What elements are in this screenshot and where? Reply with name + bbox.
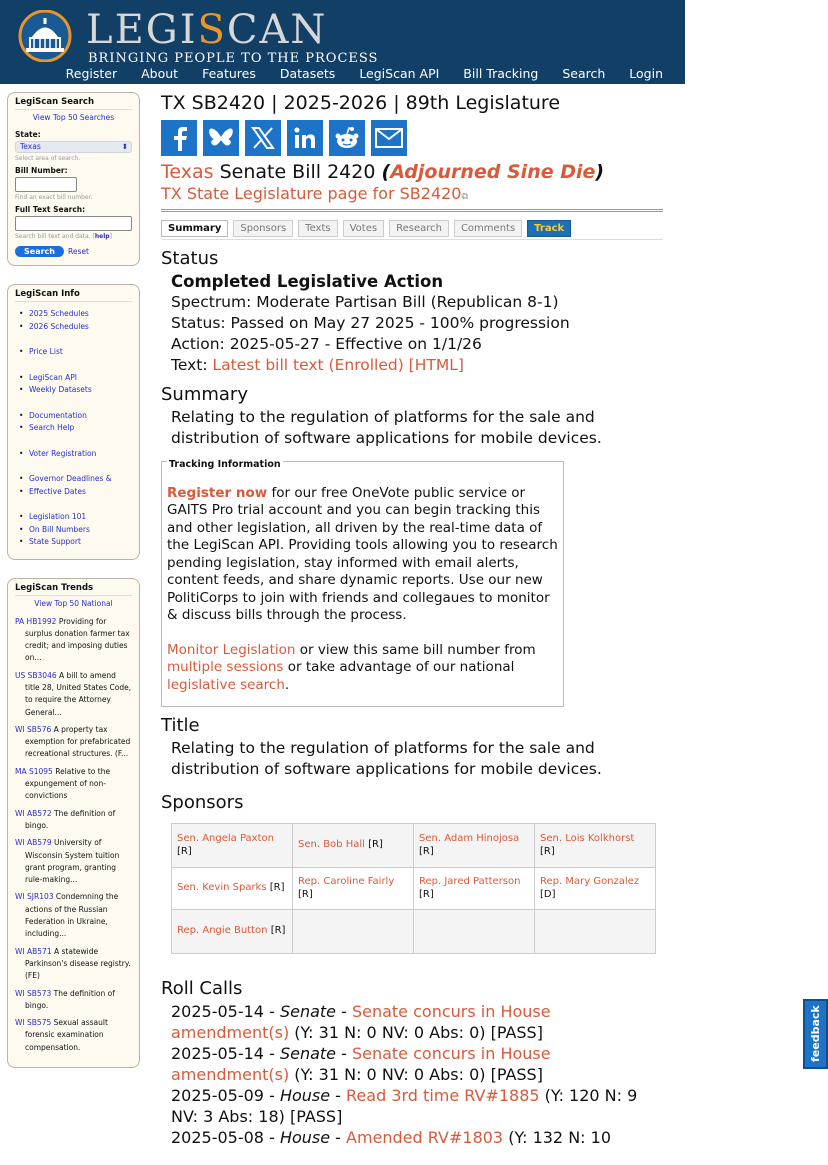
info-link[interactable]: • Search Help bbox=[15, 422, 132, 435]
trends-box-title: LegiScan Trends bbox=[15, 583, 132, 596]
multiple-sessions-link[interactable]: multiple sessions bbox=[167, 659, 284, 675]
sponsor-row bbox=[172, 868, 656, 910]
top-nav bbox=[54, 64, 675, 83]
sponsor-row bbox=[172, 910, 656, 954]
info-link[interactable]: • 2025 Schedules bbox=[15, 308, 132, 321]
trend-item bbox=[15, 724, 132, 761]
page-title: TX SB2420 | 2025-2026 | 89th Legislature bbox=[161, 92, 561, 114]
rollcall-chamber: House bbox=[279, 1086, 331, 1105]
monitor-legislation-link[interactable]: Monitor Legislation bbox=[167, 641, 296, 658]
fulltext-hint: Search bill text and data. [help] bbox=[15, 233, 112, 240]
sponsor-cell bbox=[414, 868, 535, 910]
sponsor-party: [D] bbox=[540, 888, 556, 900]
bill-number-input[interactable] bbox=[15, 177, 77, 192]
sponsor-party: [R] bbox=[298, 888, 313, 900]
status-text: Status: Passed on May 27 2025 - 100% progression bbox=[171, 314, 570, 332]
info-link[interactable]: • Legislation 101 bbox=[15, 511, 132, 524]
sponsor-cell bbox=[293, 824, 414, 868]
rollcall-item bbox=[171, 1001, 651, 1043]
search-box-title: LegiScan Search bbox=[15, 97, 132, 110]
bill-status-link[interactable]: Adjourned Sine Die bbox=[390, 161, 596, 183]
tab-votes[interactable]: Votes bbox=[343, 220, 384, 237]
nav-login[interactable]: Login bbox=[629, 66, 663, 81]
site-header bbox=[0, 0, 685, 84]
trend-bill-link[interactable]: WI AB571 bbox=[15, 946, 52, 956]
trend-bill-link[interactable]: PA HB1992 bbox=[15, 616, 57, 626]
linkedin-icon[interactable] bbox=[287, 120, 323, 156]
trend-bill-link[interactable]: WI SB575 bbox=[15, 1018, 52, 1028]
legiscan-logo[interactable] bbox=[14, 6, 379, 66]
rollcall-chamber: Senate bbox=[279, 1002, 336, 1021]
tab-summary[interactable]: Summary bbox=[161, 220, 228, 237]
trend-bill-link[interactable]: WI SJR103 bbox=[15, 892, 54, 902]
social-share-bar bbox=[161, 120, 671, 156]
tracking-info-box bbox=[161, 461, 564, 707]
sponsors-table bbox=[171, 823, 656, 954]
sponsor-name-link[interactable]: Sen. Angela Paxton bbox=[177, 833, 274, 844]
sponsor-cell bbox=[535, 910, 656, 954]
rollcall-date: 2025-05-14 - bbox=[171, 1044, 280, 1063]
bluesky-icon[interactable] bbox=[203, 120, 239, 156]
trends-box bbox=[7, 578, 140, 1069]
trend-bill-link[interactable]: MA S1095 bbox=[15, 766, 53, 776]
trend-item bbox=[15, 837, 132, 886]
nav-bill-tracking[interactable]: Bill Tracking bbox=[463, 66, 539, 81]
sponsor-cell bbox=[535, 824, 656, 868]
rollcall-result: (Y: 120 N: 9 NV: 3 Abs: 18) [PASS] bbox=[171, 1086, 638, 1126]
sponsor-cell bbox=[172, 868, 293, 910]
nav-search[interactable]: Search bbox=[562, 66, 606, 81]
rollcall-action-link[interactable]: Read 3rd time RV#1885 bbox=[346, 1086, 540, 1105]
state-hint: Select area of search. bbox=[15, 155, 81, 162]
sidebar bbox=[7, 92, 140, 1086]
sponsor-name-link[interactable]: Sen. Kevin Sparks bbox=[177, 882, 267, 894]
rollcall-action-link[interactable]: Senate concurs in House amendment(s) bbox=[171, 1002, 551, 1042]
bill-tabs bbox=[161, 220, 663, 240]
sponsor-cell bbox=[535, 868, 656, 910]
trends-list bbox=[15, 616, 132, 1055]
status-section bbox=[161, 271, 671, 376]
nav-legiscan-api[interactable]: LegiScan API bbox=[359, 66, 440, 81]
info-link[interactable]: • Effective Dates bbox=[15, 486, 132, 499]
trend-item bbox=[15, 808, 132, 833]
tab-research[interactable]: Research bbox=[389, 220, 449, 237]
bill-number-label: Bill Number: bbox=[15, 166, 68, 175]
rollcall-sep: - bbox=[330, 1086, 347, 1105]
sponsor-cell bbox=[293, 868, 414, 910]
info-link[interactable]: • State Support bbox=[15, 536, 132, 549]
state-legislature-link[interactable]: TX State Legislature page for SB2420⧉ bbox=[161, 184, 468, 203]
trend-description: University of Wisconsin System tuition grant program, granting rule-making... bbox=[25, 838, 120, 885]
sponsor-party: [R] bbox=[269, 882, 285, 894]
status-heading: Status bbox=[161, 248, 219, 269]
info-link[interactable]: • Weekly Datasets bbox=[15, 384, 132, 397]
summary-text: Relating to the regulation of platforms for the sale and distribution of software applications for mobile devices. bbox=[171, 408, 602, 447]
trend-description: A bill to amend title 28, United States Code, to require the Attorney General... bbox=[25, 670, 132, 717]
trend-item bbox=[15, 946, 132, 983]
trend-description: The definition of bingo. bbox=[25, 988, 115, 1010]
state-link[interactable]: Texas bbox=[161, 161, 214, 183]
rollcall-date: 2025-05-08 - bbox=[171, 1128, 280, 1147]
trend-bill-link[interactable]: WI SB573 bbox=[15, 988, 52, 998]
info-link[interactable]: • Voter Registration bbox=[15, 448, 132, 461]
trend-bill-link[interactable]: WI SB576 bbox=[15, 724, 52, 734]
info-link[interactable]: • 2026 Schedules bbox=[15, 321, 132, 334]
trend-item bbox=[15, 1017, 132, 1054]
rollcall-sep: - bbox=[336, 1044, 352, 1063]
rollcall-item bbox=[171, 1127, 651, 1148]
sponsor-row bbox=[172, 824, 656, 868]
sponsor-cell bbox=[414, 910, 535, 954]
top-searches-link[interactable]: View Top 50 Searches bbox=[32, 113, 115, 122]
reddit-icon[interactable] bbox=[329, 120, 365, 156]
tab-track[interactable]: Track bbox=[527, 220, 571, 237]
bill-number-hint: Find an exact bill number. bbox=[15, 194, 93, 201]
rollcalls-list bbox=[161, 1001, 651, 1148]
trend-bill-link[interactable]: US SB3046 bbox=[15, 670, 57, 680]
trend-item bbox=[15, 766, 132, 803]
info-link[interactable]: • Documentation bbox=[15, 410, 132, 423]
action-text: Action: 2025-05-27 - Effective on 1/1/26 bbox=[171, 335, 482, 353]
trend-bill-link[interactable]: WI AB579 bbox=[15, 838, 52, 848]
rollcall-sep: - bbox=[330, 1128, 347, 1147]
rollcall-item bbox=[171, 1085, 651, 1127]
x-icon[interactable] bbox=[245, 120, 281, 156]
rollcall-chamber: Senate bbox=[279, 1044, 336, 1063]
legislative-search-link[interactable]: legislative search bbox=[167, 676, 285, 693]
rollcall-chamber: House bbox=[279, 1128, 331, 1147]
sponsor-name-link[interactable]: Rep. Jared Patterson bbox=[419, 876, 521, 887]
reset-link[interactable]: Reset bbox=[67, 247, 89, 256]
sponsor-cell bbox=[293, 910, 414, 954]
tracking-legend: Tracking Information bbox=[169, 459, 281, 470]
trend-description: The definition of bingo. bbox=[25, 808, 116, 830]
completed-label: Completed Legislative Action bbox=[171, 272, 444, 291]
sponsor-party: [R] bbox=[540, 845, 555, 857]
facebook-icon[interactable] bbox=[161, 120, 197, 156]
trend-bill-link[interactable]: WI AB572 bbox=[15, 808, 52, 818]
tab-texts[interactable]: Texts bbox=[298, 220, 337, 237]
sponsor-party: [R] bbox=[419, 888, 434, 900]
state-label: State: bbox=[15, 130, 41, 139]
trend-item bbox=[15, 988, 132, 1013]
help-link[interactable]: help bbox=[94, 233, 110, 240]
fulltext-label: Full Text Search: bbox=[15, 205, 86, 214]
latest-text-link[interactable]: Latest bill text (Enrolled) [HTML] bbox=[212, 356, 464, 374]
trend-description: A property tax exemption for prefabricated recreational structures. (F... bbox=[25, 724, 131, 759]
search-box bbox=[7, 92, 140, 266]
sponsors-heading: Sponsors bbox=[161, 792, 244, 813]
info-link[interactable]: • Governor Deadlines & bbox=[15, 473, 132, 486]
tracking-paragraph: Register now for our free OneVote public service or GAITS Pro trial account and you can begin tracking this and other legislation, all driven by the real-time data of the LegiScan API. Providing tools allowing you to research pending legislation, stay informed with email alerts, content feeds, and share dynamic reports. Use our new PolitiCorps to join with friends and collegaues to monitor & discuss bills through the process. bbox=[167, 484, 558, 623]
sponsor-name-link[interactable]: Sen. Lois Kolkhorst bbox=[540, 833, 635, 844]
feedback-tab[interactable]: feedback bbox=[803, 999, 828, 1069]
info-link[interactable]: • Price List bbox=[15, 346, 132, 359]
sponsor-name-link[interactable]: Sen. Adam Hinojosa bbox=[419, 833, 520, 844]
rollcall-item bbox=[171, 1043, 651, 1085]
external-link-icon: ⧉ bbox=[461, 192, 468, 202]
tab-comments[interactable]: Comments bbox=[454, 220, 522, 237]
main-content bbox=[161, 90, 671, 1148]
register-now-link[interactable]: Register now bbox=[167, 484, 268, 501]
capitol-dome-icon bbox=[14, 10, 76, 62]
spectrum-text: Spectrum: Moderate Partisan Bill (Republican 8-1) bbox=[171, 293, 559, 311]
bill-heading: Texas Senate Bill 2420 (Adjourned Sine Die) bbox=[161, 161, 605, 183]
sponsor-party: [R] bbox=[419, 845, 434, 857]
trend-item bbox=[15, 670, 132, 719]
sponsor-name-link[interactable]: Rep. Caroline Fairly bbox=[298, 876, 395, 887]
rollcall-result: (Y: 132 N: 10 bbox=[503, 1128, 611, 1147]
email-icon[interactable] bbox=[371, 120, 407, 156]
nav-features[interactable]: Features bbox=[202, 66, 256, 81]
rollcall-result: (Y: 31 N: 0 NV: 0 Abs: 0) [PASS] bbox=[289, 1065, 543, 1084]
sponsor-party: [R] bbox=[270, 925, 286, 937]
sponsor-party: [R] bbox=[177, 845, 192, 857]
trend-description: Relative to the expungement of non-convictions bbox=[25, 766, 111, 801]
rollcall-result: (Y: 31 N: 0 NV: 0 Abs: 0) [PASS] bbox=[289, 1023, 543, 1042]
rollcall-date: 2025-05-14 - bbox=[171, 1002, 280, 1021]
info-link[interactable]: • On Bill Numbers bbox=[15, 524, 132, 537]
logo-tagline: BRINGING PEOPLE TO THE PROCESS bbox=[88, 51, 379, 66]
rollcall-action-link[interactable]: Senate concurs in House amendment(s) bbox=[171, 1044, 551, 1084]
trend-item bbox=[15, 616, 132, 665]
trend-item bbox=[15, 891, 132, 940]
text-line: Text: Latest bill text (Enrolled) [HTML] bbox=[171, 356, 464, 374]
trend-description: Condemning the actions of the Russian Federation in Ukraine, including... bbox=[25, 892, 119, 939]
title-text: Relating to the regulation of platforms for the sale and distribution of software applications for mobile devices. bbox=[171, 739, 602, 778]
nav-register[interactable]: Register bbox=[65, 66, 118, 81]
nav-about[interactable]: About bbox=[141, 66, 179, 81]
title-heading: Title bbox=[161, 715, 200, 736]
rollcall-date: 2025-05-09 - bbox=[171, 1086, 280, 1105]
tab-sponsors[interactable]: Sponsors bbox=[233, 220, 293, 237]
sponsor-name-link[interactable]: Rep. Mary Gonzalez bbox=[540, 876, 640, 887]
chevron-updown-icon: ⬍ bbox=[121, 142, 128, 151]
sponsor-cell bbox=[172, 824, 293, 868]
sponsor-cell bbox=[172, 910, 293, 954]
rollcalls-heading: Roll Calls bbox=[161, 978, 243, 999]
search-button[interactable]: Search bbox=[15, 246, 64, 257]
logo-wordmark: LEGISCAN bbox=[86, 7, 328, 53]
summary-heading: Summary bbox=[161, 384, 248, 405]
info-list bbox=[15, 308, 132, 549]
trend-description: Providing for surplus donation farmer tax credit; and imposing duties on... bbox=[25, 616, 130, 663]
rollcall-action-link[interactable]: Amended RV#1803 bbox=[346, 1128, 504, 1147]
tracking-paragraph-2: Monitor Legislation or view this same bill number from multiple sessions or take advantage of our national legislative search. bbox=[167, 641, 536, 693]
top-national-link[interactable]: View Top 50 National bbox=[34, 598, 113, 608]
info-box-title: LegiScan Info bbox=[15, 289, 132, 302]
state-select[interactable]: Texas ⬍ bbox=[15, 141, 132, 153]
info-box bbox=[7, 284, 140, 560]
trend-description: A statewide Parkinson's disease registry. (FE) bbox=[25, 946, 131, 981]
rollcall-sep: - bbox=[336, 1002, 352, 1021]
fulltext-input[interactable] bbox=[15, 216, 132, 231]
sponsor-party: [R] bbox=[368, 839, 383, 851]
sponsor-name-link[interactable]: Sen. Bob Hall bbox=[298, 839, 365, 851]
sponsor-cell bbox=[414, 824, 535, 868]
info-link[interactable]: • LegiScan API bbox=[15, 372, 132, 385]
divider bbox=[161, 209, 663, 212]
nav-datasets[interactable]: Datasets bbox=[279, 66, 336, 81]
trend-description: Sexual assault forensic examination compensation. bbox=[25, 1018, 108, 1052]
sponsor-name-link[interactable]: Rep. Angie Button bbox=[177, 925, 268, 937]
